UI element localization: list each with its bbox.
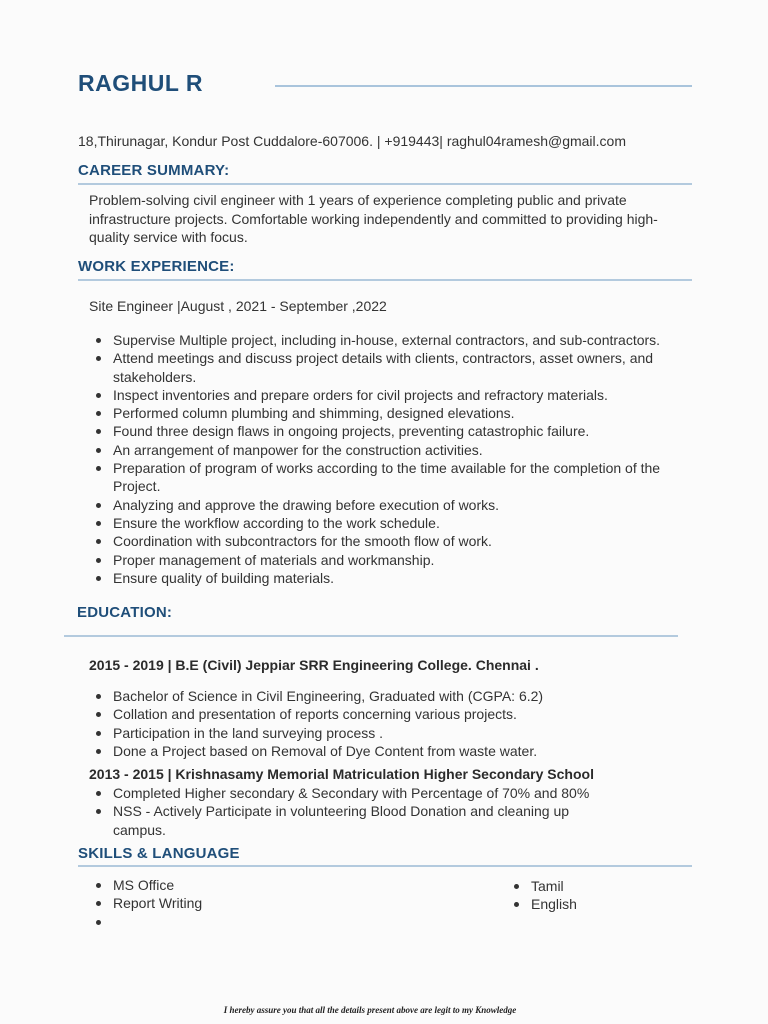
- education-divider: [64, 635, 678, 637]
- bullet-icon: [96, 920, 101, 925]
- list-item: Collation and presentation of reports concerning various projects.: [89, 705, 689, 723]
- list-item: Coordination with subcontractors for the smooth flow of work.: [89, 532, 689, 550]
- list-item: An arrangement of manpower for the construction activities.: [89, 441, 689, 459]
- bullet-icon: [96, 809, 101, 814]
- bullet-icon: [96, 558, 101, 563]
- bullet-icon: [96, 448, 101, 453]
- bullet-icon: [96, 576, 101, 581]
- bullet-icon: [514, 902, 519, 907]
- bullet-icon: [96, 539, 101, 544]
- list-item: Proper management of materials and workmanship.: [89, 551, 689, 569]
- list-item: Completed Higher secondary & Secondary with Percentage of 70% and 80%: [89, 784, 609, 802]
- career-summary-heading: CAREER SUMMARY:: [78, 162, 230, 179]
- list-item: Participation in the land surveying process .: [89, 724, 689, 742]
- list-item: Attend meetings and discuss project details with clients, contractors, asset owners, and stakeholders.: [89, 349, 689, 386]
- list-item: Supervise Multiple project, including in-house, external contractors, and sub-contractors.: [89, 331, 689, 349]
- bullet-icon: [96, 791, 101, 796]
- degree-list: [89, 687, 689, 760]
- bullet-icon: [96, 503, 101, 508]
- list-item: Found three design flaws in ongoing projects, preventing catastrophic failure.: [89, 422, 689, 440]
- list-item: English: [507, 895, 687, 913]
- education-heading: EDUCATION:: [77, 604, 173, 621]
- list-item: Bachelor of Science in Civil Engineering, Graduated with (CGPA: 6.2): [89, 687, 689, 705]
- list-item: Analyzing and approve the drawing before execution of works.: [89, 496, 689, 514]
- list-item: MS Office: [89, 876, 349, 894]
- list-item: [89, 913, 349, 931]
- bullet-icon: [96, 338, 101, 343]
- career-summary-text: Problem-solving civil engineer with 1 years of experience completing public and private infrastructure projects. Comfortable working independently and committed to providing high-quality service with focus.: [89, 192, 658, 245]
- work-experience-list: [89, 331, 689, 587]
- bullet-icon: [514, 884, 519, 889]
- contact-info: 18,Thirunagar, Kondur Post Cuddalore-607006. | +919443| raghul04ramesh@gmail.com: [78, 133, 626, 149]
- list-item: Tamil: [507, 877, 687, 895]
- skills-language-divider: [78, 865, 692, 867]
- bullet-icon: [96, 521, 101, 526]
- bullet-icon: [96, 694, 101, 699]
- job-role: Site Engineer |August , 2021 - September ,2022: [89, 298, 387, 314]
- name-divider: [275, 85, 692, 87]
- bullet-icon: [96, 749, 101, 754]
- skills-language-heading: SKILLS & LANGUAGE: [78, 845, 240, 862]
- list-item: Ensure quality of building materials.: [89, 569, 689, 587]
- career-summary-divider: [78, 183, 692, 185]
- bullet-icon: [96, 393, 101, 398]
- languages-list: [507, 877, 687, 914]
- degree-line: 2015 - 2019 | B.E (Civil) Jeppiar SRR Engineering College. Chennai .: [89, 657, 539, 673]
- skills-list: [89, 876, 349, 931]
- bullet-icon: [96, 411, 101, 416]
- declaration-text: I hereby assure you that all the details present above are legit to my Knowledge: [223, 1005, 517, 1015]
- list-item: Performed column plumbing and shimming, designed elevations.: [89, 404, 689, 422]
- school-list: [89, 784, 609, 839]
- list-item: Ensure the workflow according to the work schedule.: [89, 514, 689, 532]
- bullet-icon: [96, 883, 101, 888]
- bullet-icon: [96, 712, 101, 717]
- bullet-icon: [96, 429, 101, 434]
- bullet-icon: [96, 356, 101, 361]
- list-item: NSS - Actively Participate in volunteering Blood Donation and cleaning up campus.: [89, 802, 609, 839]
- candidate-name: RAGHUL R: [78, 70, 203, 96]
- list-item: Report Writing: [89, 894, 349, 912]
- work-experience-heading: WORK EXPERIENCE:: [78, 258, 235, 275]
- bullet-icon: [96, 731, 101, 736]
- bullet-icon: [96, 901, 101, 906]
- list-item: Inspect inventories and prepare orders for civil projects and refractory materials.: [89, 386, 689, 404]
- school-line: 2013 - 2015 | Krishnasamy Memorial Matriculation Higher Secondary School: [89, 766, 594, 782]
- list-item: Preparation of program of works according to the time available for the completion of the Project.: [89, 459, 689, 496]
- work-experience-divider: [78, 279, 692, 281]
- bullet-icon: [96, 466, 101, 471]
- list-item: Done a Project based on Removal of Dye Content from waste water.: [89, 742, 689, 760]
